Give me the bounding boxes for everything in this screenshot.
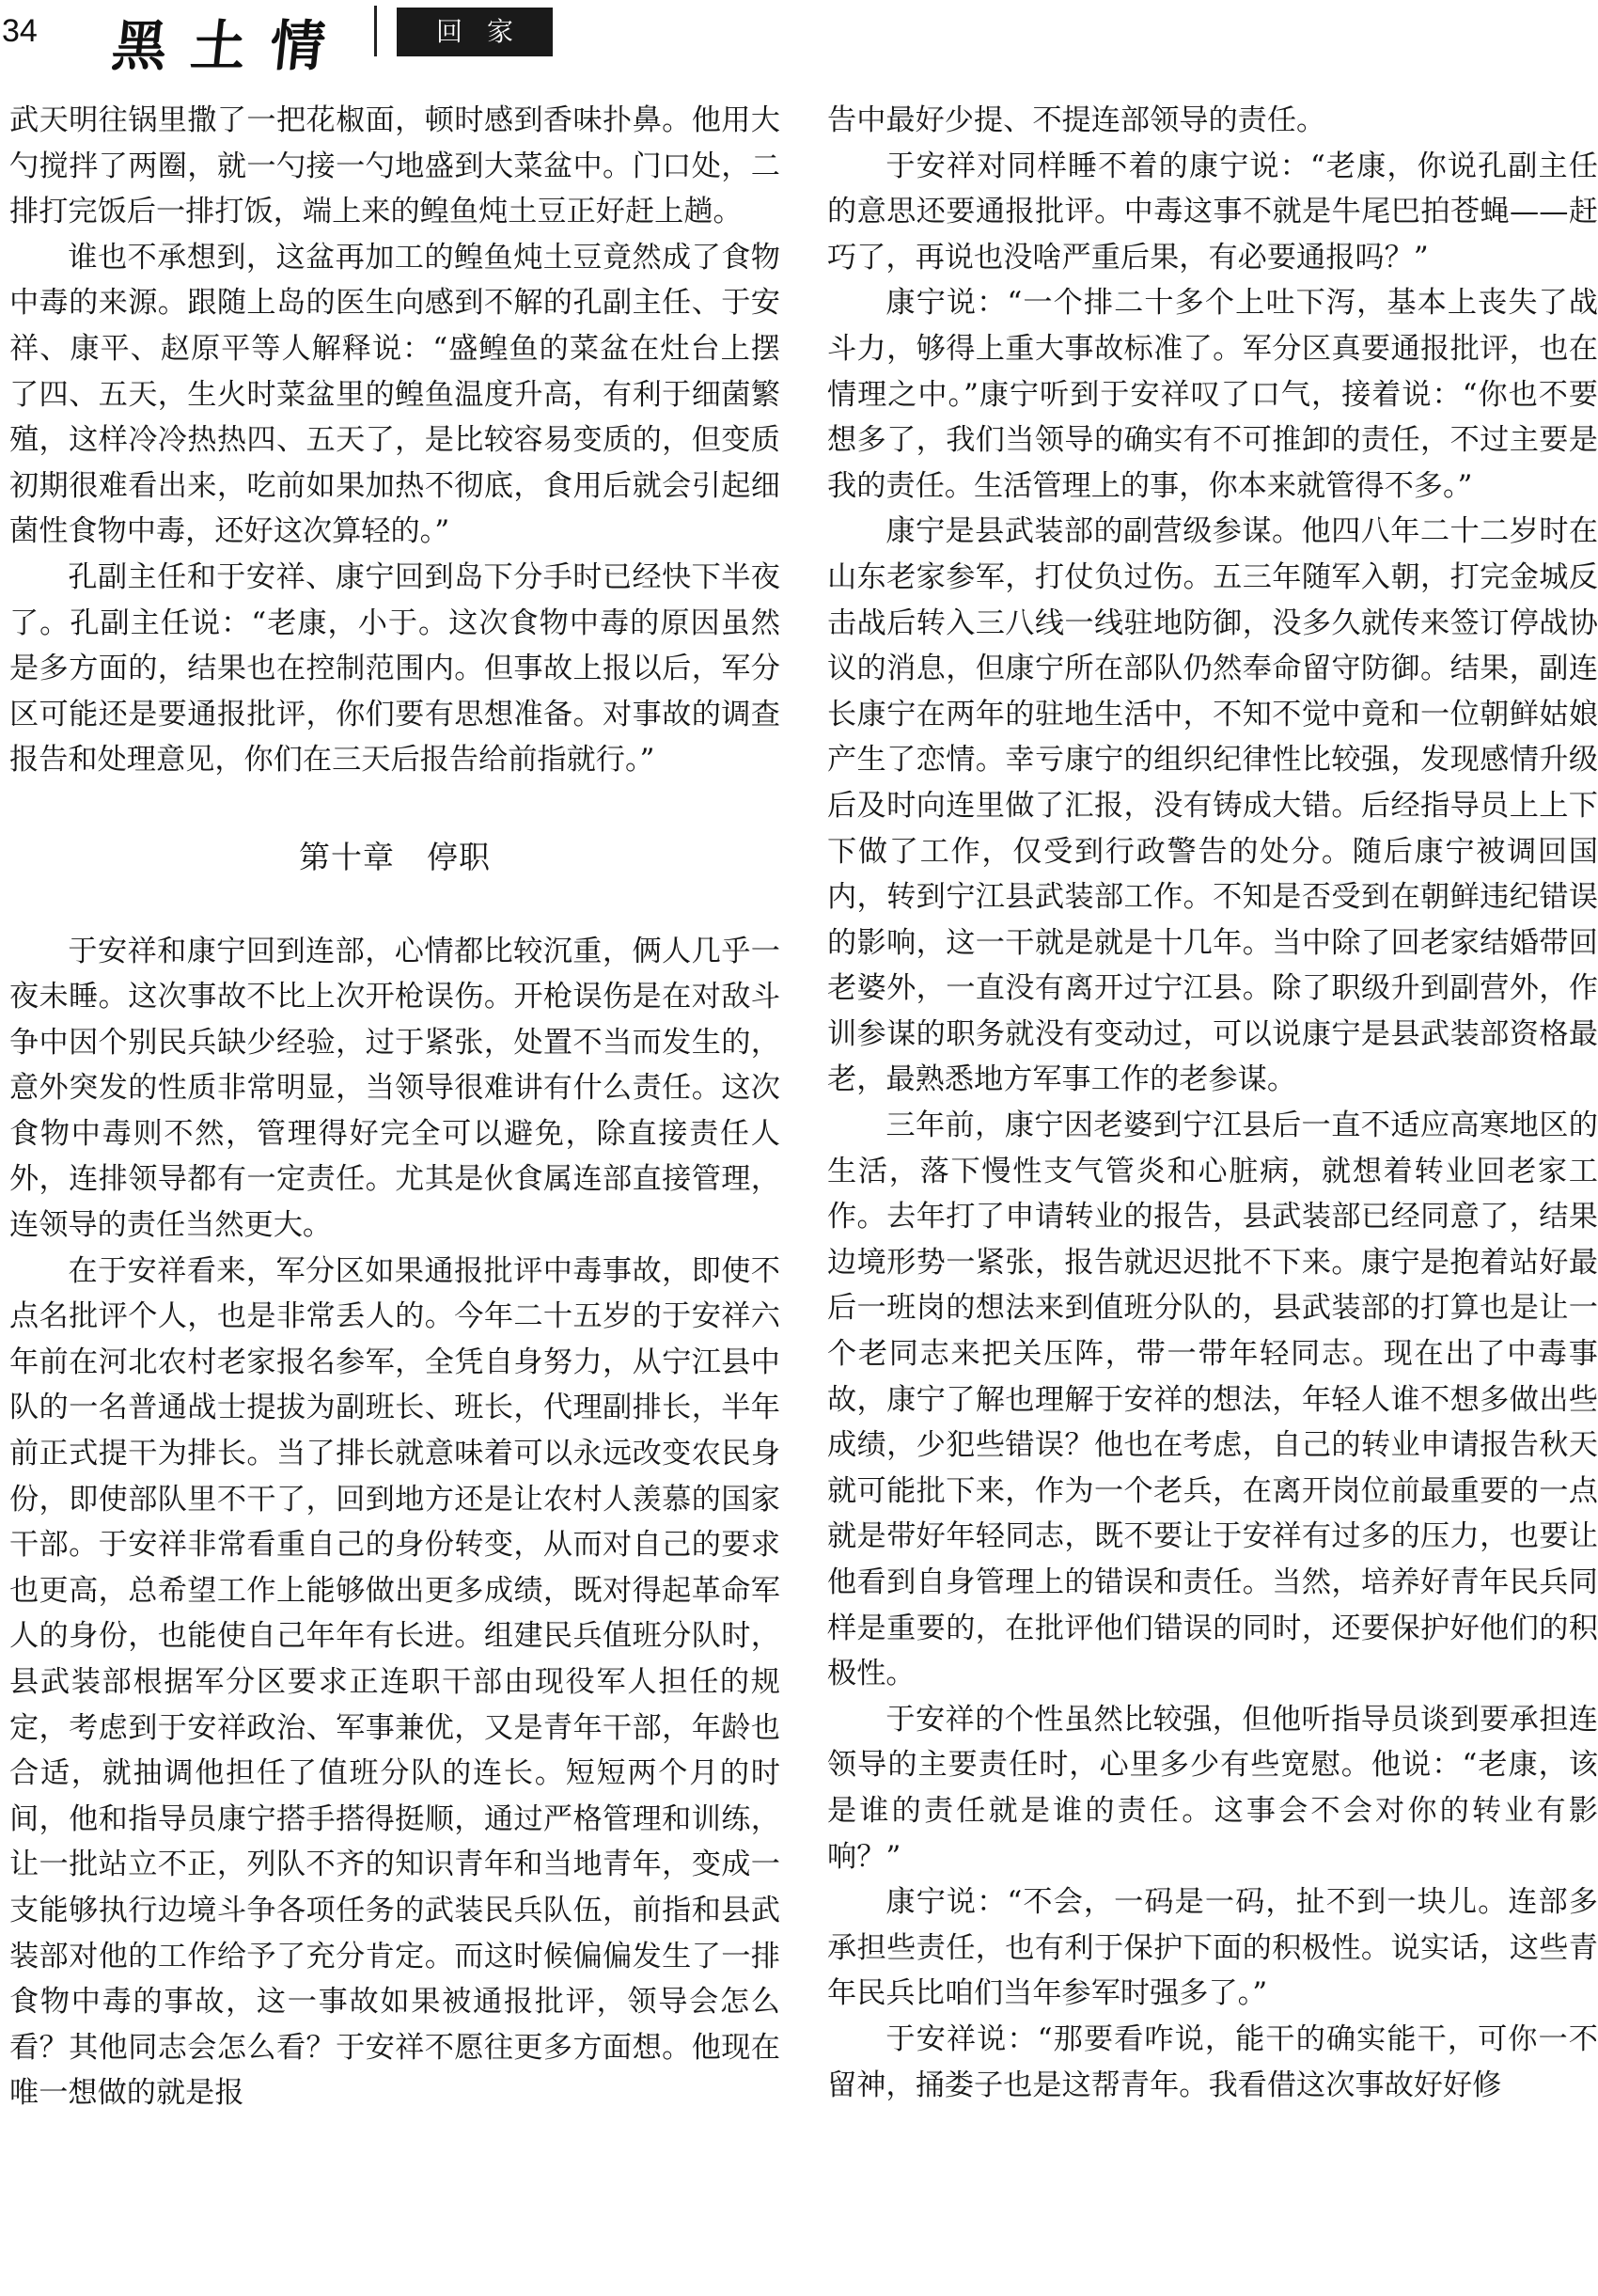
left-column bbox=[9, 98, 780, 2116]
paragraph: 于安祥的个性虽然比较强，但他听指导员谈到要承担连领导的主要责任时，心里多少有些宽慰。他说：“老康，该是谁的责任就是谁的责任。这事会不会对你的转业有影响？” bbox=[827, 1702, 1598, 1874]
paragraph: 于安祥和康宁回到连部，心情都比较沉重，俩人几乎一夜未睡。这次事故不比上次开枪误伤。开枪误伤是在对敌斗争中因个别民兵缺少经验，过于紧张，处置不当而发生的，意外突发的性质非常明显，当领导很难讲有什么责任。这次食物中毒则不然，管理得好完全可以避免，除直接责任人外，连排领导都有一定责任。尤其是伙食属连部直接管理，连领导的责任当然更大。 bbox=[9, 934, 780, 1243]
page-header bbox=[0, 0, 1598, 78]
paragraph: 武天明往锅里撒了一把花椒面，顿时感到香味扑鼻。他用大勺搅拌了两圈，就一勺接一勺地盛到大菜盆中。门口处，二排打完饭后一排打饭，端上来的鳇鱼炖土豆正好赶上趟。 bbox=[9, 103, 780, 229]
paragraph: 孔副主任和于安祥、康宁回到岛下分手时已经快下半夜了。孔副主任说：“老康，小于。这次食物中毒的原因虽然是多方面的，结果也在控制范围内。但事故上报以后，军分区可能还是要通报批评，你们要有思想准备。对事故的调查报告和处理意见，你们在三天后报告给前指就行。” bbox=[9, 559, 780, 778]
paragraph: 于安祥说：“那要看咋说，能干的确实能干，可你一不留神，捅娄子也是这帮青年。我看借这次事故好好修 bbox=[827, 2021, 1598, 2102]
paragraph: 谁也不承想到，这盆再加工的鳇鱼炖土豆竟然成了食物中毒的来源。跟随上岛的医生向感到不解的孔副主任、于安祥、康平、赵原平等人解释说：“盛鳇鱼的菜盆在灶台上摆了四、五天，生火时菜盆里的鳇鱼温度升高，有利于细菌繁殖，这样冷冷热热四、五天了，是比较容易变质的，但变质初期很难看出来，吃前如果加热不彻底，食用后就会引起细菌性食物中毒，还好这次算轻的。” bbox=[9, 240, 780, 549]
paragraph: 康宁是县武装部的副营级参谋。他四八年二十二岁时在山东老家参军，打仗负过伤。五三年随军入朝，打完金城反击战后转入三八线一线驻地防御，没多久就传来签订停战协议的消息，但康宁所在部队仍然奉命留守防御。结果，副连长康宁在两年的驻地生活中，不知不觉中竟和一位朝鲜姑娘产生了恋情。幸亏康宁的组织纪律性比较强，发现感情升级后及时向连里做了汇报，没有铸成大错。后经指导员上上下下做了工作，仅受到行政警告的处分。随后康宁被调回国内，转到宁江县武装部工作。不知是否受到在朝鲜违纪错误的影响，这一干就是就是十几年。当中除了回老家结婚带回老婆外，一直没有离开过宁江县。除了职级升到副营外，作训参谋的职务就没有变动过，可以说康宁是县武装部资格最老，最熟悉地方军事工作的老参谋。 bbox=[827, 514, 1598, 1097]
page-number: 34 bbox=[2, 13, 38, 49]
paragraph: 三年前，康宁因老婆到宁江县后一直不适应高寒地区的生活，落下慢性支气管炎和心脏病，就想着转业回老家工作。去年打了申请转业的报告，县武装部已经同意了，结果边境形势一紧张，报告就迟迟批不下来。康宁是抱着站好最后一班岗的想法来到值班分队的，县武装部的打算也是让一个老同志来把关压阵，带一带年轻同志。现在出了中毒事故，康宁了解也理解于安祥的想法，年轻人谁不想多做出些成绩，少犯些错误？他也在考虑，自己的转业申请报告秋天就可能批下来，作为一个老兵，在离开岗位前最重要的一点就是带好年轻同志，既不要让于安祥有过多的压力，也要让他看到自身管理上的错误和责任。当然，培养好青年民兵同样是重要的，在批评他们错误的同时，还要保护好他们的积极性。 bbox=[827, 1109, 1598, 1691]
paragraph: 在于安祥看来，军分区如果通报批评中毒事故，即使不点名批评个人，也是非常丢人的。今年二十五岁的于安祥六年前在河北农村老家报名参军，全凭自身努力，从宁江县中队的一名普通战士提拔为副班长、班长，代理副排长，半年前正式提干为排长。当了排长就意味着可以永远改变农民身份，即使部队里不干了，回到地方还是让农村人羡慕的国家干部。于安祥非常看重自己的身份转变，从而对自己的要求也更高，总希望工作上能够做出更多成绩，既对得起革命军人的身份，也能使自己年年有长进。组建民兵值班分队时，县武装部根据军分区要求正连职干部由现役军人担任的规定，考虑到于安祥政治、军事兼优，又是青年干部，年龄也合适，就抽调他担任了值班分队的连长。短短两个月的时间，他和指导员康宁搭手搭得挺顺，通过严格管理和训练，让一批站立不正，列队不齐的知识青年和当地青年，变成一支能够执行边境斗争各项任务的武装民兵队伍，前指和县武装部对他的工作给予了充分肯定。而这时候偏偏发生了一排食物中毒的事故，这一事故如果被通报批评，领导会怎么看？其他同志会怎么看？于安祥不愿往更多方面想。他现在唯一想做的就是报 bbox=[9, 1253, 780, 2111]
chapter-title: 第十章 停职 bbox=[299, 838, 491, 875]
section-badge: 回家 bbox=[397, 8, 553, 56]
masthead-title: 黑土情 bbox=[108, 14, 353, 78]
right-column bbox=[827, 98, 1598, 2108]
header-divider bbox=[374, 6, 377, 56]
paragraph-continuation: 告中最好少提、不提连部领导的责任。 bbox=[827, 103, 1326, 137]
paragraph: 康宁说：“一个排二十多个上吐下泻，基本上丧失了战斗力，够得上重大事故标准了。军分区真要通报批评，也在情理之中。”康宁听到于安祥叹了口气，接着说：“你也不要想多了，我们当领导的确实有不可推卸的责任，不过主要是我的责任。生活管理上的事，你本来就管得不多。” bbox=[827, 286, 1598, 503]
paragraph: 于安祥对同样睡不着的康宁说：“老康，你说孔副主任的意思还要通报批评。中毒这事不就是牛尾巴拍苍蝇——赶巧了，再说也没啥严重后果，有必要通报吗？” bbox=[827, 149, 1598, 275]
paragraph: 康宁说：“不会，一码是一码，扯不到一块儿。连部多承担些责任，也有利于保护下面的积极性。说实话，这些青年民兵比咱们当年参军时强多了。” bbox=[827, 1885, 1598, 2011]
